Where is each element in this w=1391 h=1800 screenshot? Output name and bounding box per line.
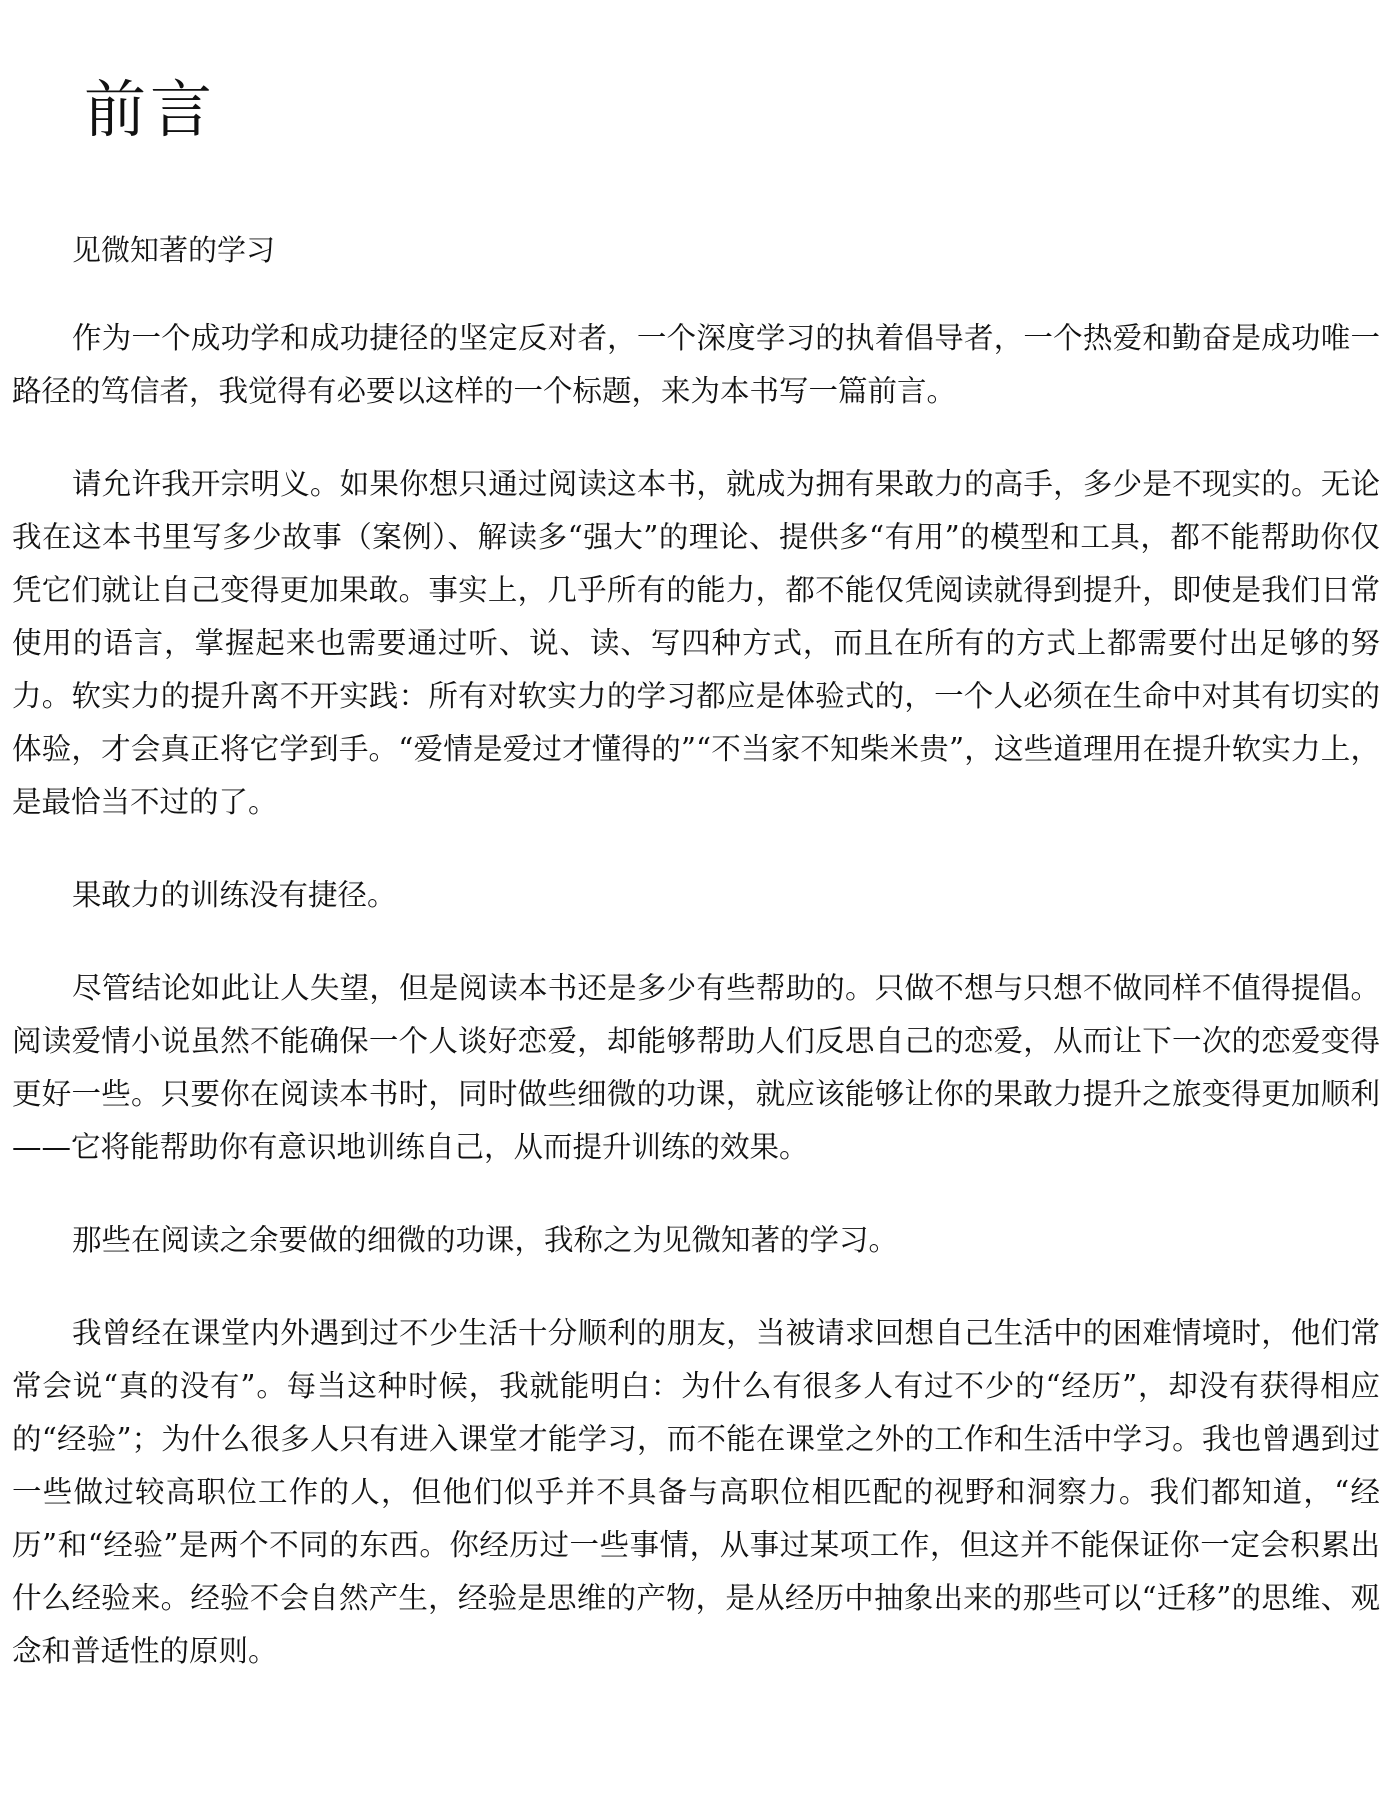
paragraph-no-shortcut: 果敢力的训练没有捷径。 xyxy=(72,878,397,912)
paragraph-experience: 我曾经在课堂内外遇到过不少生活十分顺利的朋友，当被请求回想自己生活中的困难情境时，他们常常会说“真的没有”。每当这种时候，我就能明白：为什么有很多人有过不少的“经历”，却没有获得相应的“经验”；为什么很多人只有进入课堂才能学习，而不能在课堂之外的工作和生活中学习。我也曾遇到过一些做过较高职位工作的人，但他们似乎并不具备与高职位相匹配的视野和洞察力。我们都知道，“经历”和“经验”是两个不同的东西。你经历过一些事情，从事过某项工作，但这并不能保证你一定会积累出什么经验来。经验不会自然产生，经验是思维的产物，是从经历中抽象出来的那些可以“迁移”的思维、观念和普适性的原则。 xyxy=(12,1316,1380,1668)
paragraph-reading-helps: 尽管结论如此让人失望，但是阅读本书还是多少有些帮助的。只做不想与只想不做同样不值得提倡。阅读爱情小说虽然不能确保一个人谈好恋爱，却能够帮助人们反思自己的恋爱，从而让下一次的恋爱变得更好一些。只要你在阅读本书时，同时做些细微的功课，就应该能够让你的果敢力提升之旅变得更加顺利——它将能帮助你有意识地训练自己，从而提升训练的效果。 xyxy=(12,971,1380,1164)
page-title: 前言 xyxy=(84,73,217,146)
document-page xyxy=(12,0,1380,1678)
paragraph-small-lessons: 那些在阅读之余要做的细微的功课，我称之为见微知著的学习。 xyxy=(72,1223,899,1257)
paragraph-reading-limits: 请允许我开宗明义。如果你想只通过阅读这本书，就成为拥有果敢力的高手，多少是不现实的。无论我在这本书里写多少故事（案例）、解读多“强大”的理论、提供多“有用”的模型和工具，都不能帮助你仅凭它们就让自己变得更加果敢。事实上，几乎所有的能力，都不能仅凭阅读就得到提升，即使是我们日常使用的语言，掌握起来也需要通过听、说、读、写四种方式，而且在所有的方式上都需要付出足够的努力。软实力的提升离不开实践：所有对软实力的学习都应是体验式的，一个人必须在生命中对其有切实的体验，才会真正将它学到手。“爱情是爱过才懂得的”“不当家不知柴米贵”，这些道理用在提升软实力上，是最恰当不过的了。 xyxy=(12,467,1380,819)
paragraph-intro: 作为一个成功学和成功捷径的坚定反对者，一个深度学习的执着倡导者，一个热爱和勤奋是成功唯一路径的笃信者，我觉得有必要以这样的一个标题，来为本书写一篇前言。 xyxy=(12,321,1380,408)
section-subtitle: 见微知著的学习 xyxy=(72,233,276,267)
